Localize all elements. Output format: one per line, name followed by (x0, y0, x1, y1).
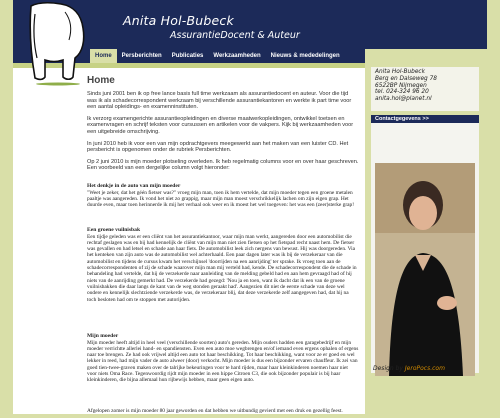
page (13, 0, 487, 414)
column-paragraph-3: Mijn moeder heeft altijd in heel veel (verschillende soorten) auto's gereden. Mijn ouders hadden een garagebedrijf en mijn moeder verrichtte allerlei hand- en spandiensten. Even een auto moe wegbrengen en/of iemand even ergens ophalen of ergens naar toe brengen. Ze had ook vrijwel altijd een auto tot haar beschikking. Tot haar beschikking, want voor ze er goed en wel lekker in reed, had mijn vader de auto alweer (door) verkocht. Mijn moeder is dus een bijzonder ervaren chauffeur. Ik zei van goed tien-twee-graven maken over de talrijke bekeuringen voor te hard rijden, maar haar kleinkinderen noemen haar niet voor niets Oma Race. Tegenwoordig rijdt mijn moeder in een hippe Citroen C3, die ook bijzonder populair is bij haar kleinkinderen, die bijna allemaal hun rijbewijs hebben, maar geen eigen auto. (87, 339, 359, 384)
contact-name: Anita Hol-Bubeck (375, 69, 425, 75)
page-title: Home (87, 75, 115, 86)
main-content (87, 75, 359, 177)
design-credit (373, 365, 445, 372)
intro-paragraph-3: In juni 2010 heb ik voor een van mijn opdrachtgevers meegewerkt aan het maken van een luister CD. Het persbericht is opgenomen onder de rubriek Persberichten. (87, 140, 349, 154)
photo-panel (371, 123, 479, 373)
intro-paragraph-1: Sinds juni 2001 ben ik op free lance basis full time werkzaam als assurantiedocent en auteur. Voor die tijd was ik als schadecorrespondent werkzaam bij verschillende assurantiekantoren en werkte ik part time voor een aantal opleidings- en examenninstituten. (87, 91, 352, 111)
contact-phone: tel. 024-324 96 20 (375, 89, 429, 96)
column-paragraph-2: Een tijdje geleden was er een cliënt van het assurantiekantoor, waar mijn man werkt, aangereden door een automobilist die rechtaf geslagen was en bij had kennelijk de cliënt van mijn man niet zien fietsen op het fietspad recht naast hem. De fietser was gevallen en had letsel en schade aan haar fiets. De automobilist leek zich nergens van bewust. Hij was doorgereden. Via het kenteken van zijn auto was de automobilist wel achterhaald. Een paar dagen later was ik bij de verzekeraar van die automobilist en tijdens de cursus kwam het verschijnsel 'doorrijden na een aanrijding' ter sprake. Ik vroeg toen aan de schadecorrespondenten of zij de schade waarover mijn man mij verteld had, kende. De schadecorrespondent die de schade in behandeling had vertelde, dat hij de verzekerde naar aanleiding van de melding gebeld had en aan hem gevraagd had of hij niets van de aanrijding gemerkt had. De verzekerde had gezegd: 'Nou ja en toen, want ik dacht dat ik een van de groene vuilnisbakken die daar langs de kant van de weg stonden geraakt had'. Aangezien dit niet de eerste schade van deze wel oudere en kennelijk slechtziende verzekerde was, de verzekeraar blij, dat deze verzekerde zelf aangegeven had, dat hij na toch besloten had om te stoppen met autorijden. (87, 233, 357, 303)
portrait-image-icon (375, 163, 475, 376)
column-paragraph-1: "Weet je zeker, dat het géén fietser was?" vroeg mijn man, toen ik hem vertelde, dat mijn moeder tegen een groene metalen paaltje was aangereden. Ik vond het niet zo grappig, maar mijn man moest verschrikkelijk lachen om zijn eigen grap. Het duurde even, maar toen herinnerde ik mij het verhaal ook weer en ik moest het wel toegeven: het was een (zeer)sterke grap! (87, 189, 355, 209)
portrait-photo (375, 163, 475, 376)
sidebar (365, 49, 487, 414)
intro-paragraph-4: Op 2 juni 2010 is mijn moeder plotseling overleden. Ik heb regelmatig columns voor en over haar geschreven. Een voorbeeld van een dergelijke column volgt hieronder: (87, 158, 359, 172)
column-article (87, 183, 359, 414)
design-credit-link[interactable]: JeroPocs.com (404, 365, 445, 372)
contact-details-button[interactable]: Contactgegevens >> (371, 115, 479, 123)
intro-paragraph-2: Ik verzorg examengerichte assurantieopleidingen en diverse maatwerkopleidingen, ontwikkel toetsen en examenvragen en schrijf teksten voor cursussen en artikelen voor de vakpers. Kijk bij werkzaamheden voor een uitgebreide omschrijving. (87, 115, 354, 135)
column-paragraph-4: Afgelopen zomer is mijn moeder 80 jaar geworden en dat hebben we uitbundig gevierd met een druk en gezellig feest. (87, 408, 343, 414)
nav-item-publicaties[interactable]: Publicaties (171, 53, 204, 59)
site-title: Anita Hol-Bubeck (123, 13, 234, 28)
contact-street: Berg en Dalseweg 78 (375, 75, 437, 82)
contact-box (371, 67, 479, 111)
elephant-logo-icon[interactable] (25, 0, 87, 86)
nav-item-home[interactable]: Home (90, 49, 117, 63)
nav-item-persberichten[interactable]: Persberichten (121, 53, 162, 59)
column-subtitle-vuilnisbak: Een groene vuilnisbak (87, 227, 141, 233)
column-subtitle-moeder: Mijn moeder (87, 333, 119, 339)
contact-email[interactable]: anita.hol@planet.nl (375, 96, 432, 103)
nav-item-nieuws[interactable]: Nieuws & mededelingen (270, 53, 340, 59)
column-title: Het denkje in de auto van mijn moeder (87, 183, 181, 189)
design-credit-prefix: Design by (373, 365, 405, 372)
contact-city: 6522BP Nijmegen (375, 82, 427, 89)
site-subtitle: AssurantieDocent & Auteur (170, 30, 300, 41)
nav-item-werkzaamheden[interactable]: Werkzaamheden (213, 53, 261, 59)
